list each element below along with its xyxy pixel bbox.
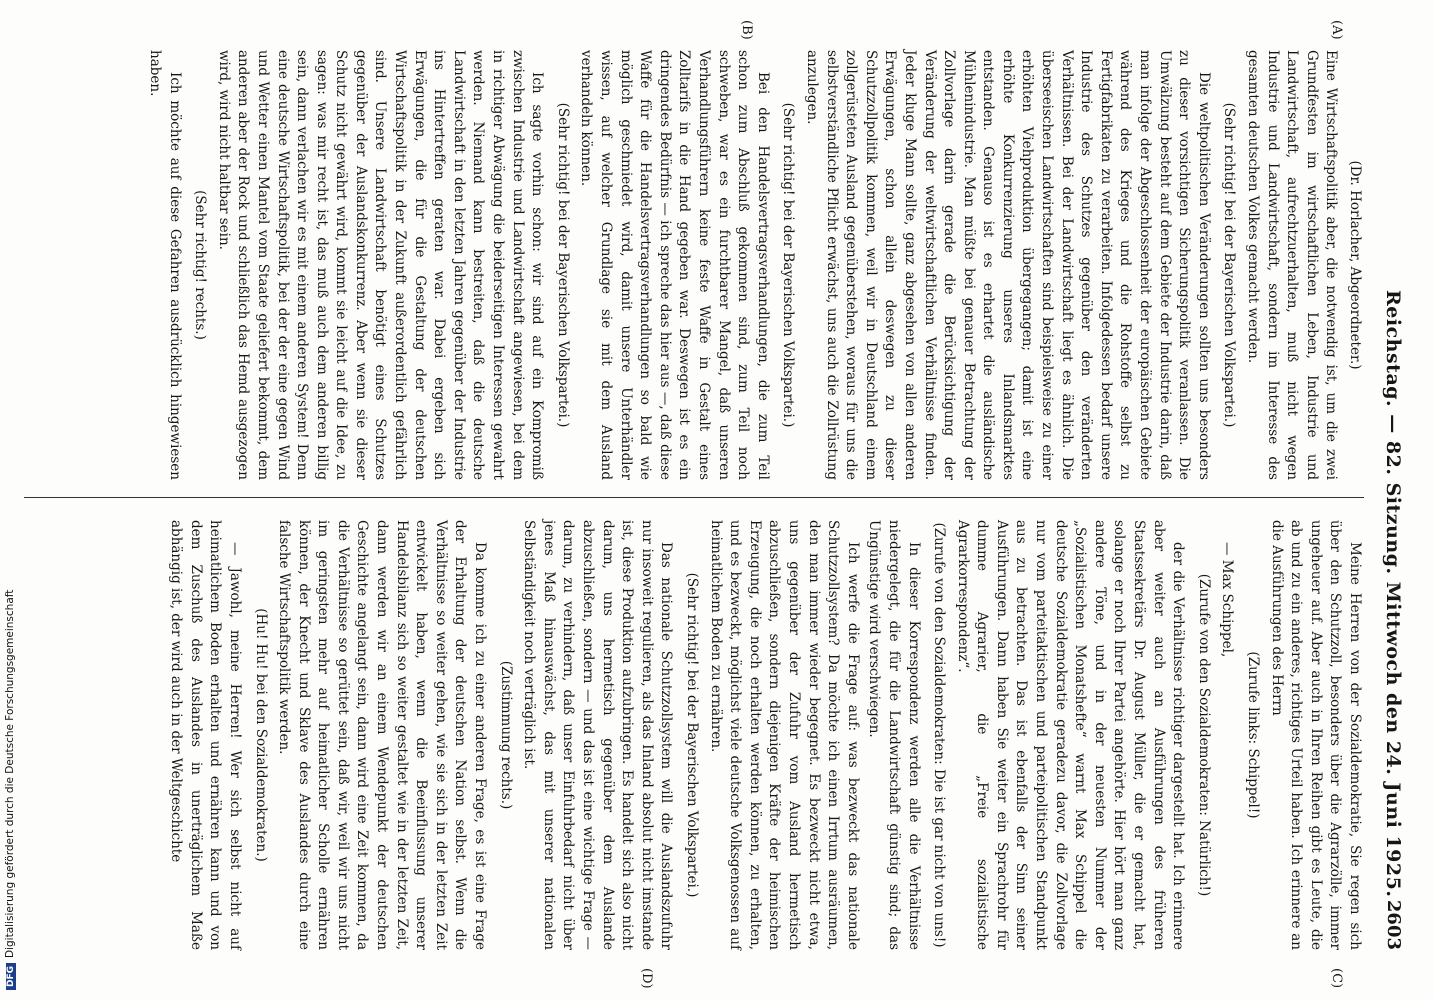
paragraph: Da komme ich zu einer anderen Frage, es ist eine Frage der Erhaltung der deutschen Nation selbst. Wenn die Verhältnisse so weiter gehen, wie sie sich in der letzten Zeit entwickelt haben, wenn die Beeinflussung unserer Handelsbilanz sich so weiter gestaltet wie in der letzten Zeit, dann werden wir an einem Wendepunkt der deutschen Geschichte angelangt sein, dann wird eine Zeit kommen, da die Verhältnisse so gerüttet sein, daß wir, weil wir uns nicht im geringsten mehr auf heimatlicher Scholle ernähren können, der Knecht und Sklave des Auslandes durch eine falsche Wirtschaftspolitik werden. xyxy=(276,520,489,950)
interjection: (Hu! Hu! bei den Sozialdemokraten.) xyxy=(252,608,269,862)
paragraph: In dieser Korrespondenz werden alle die Verhältnisse niedergelegt, die für die Landwirtschaft günstig sind; das Ungünstige wird verschwiegen. xyxy=(866,520,922,950)
right-column xyxy=(164,520,1364,950)
interjection: (Sehr richtig! rechts.) xyxy=(192,190,209,340)
interjection: (Zurufe von den Sozialdemokraten: Die ist gar nicht von uns!) xyxy=(931,522,948,948)
interjection: (Sehr richtig! bei der Bayerischen Volkspartei.) xyxy=(554,102,571,428)
margin-marker-c: (C) xyxy=(1329,968,1344,989)
paragraph: Ich sagte vorhin schon: wir sind auf ein Kompromiß zwischen Industrie und Landwirtschaft angewiesen, bei dem in richtiger Abwägung die beiderseitigen Interessen gewahrt werden. Niemand kann bestreiten, daß die deutsche Landwirtschaft in den letzten Jahren gegenüber der Industrie ins Hintertreffen geraten war. Dabei ergeben sich Erwägungen, die für die Gestaltung der deutschen Wirtschaftspolitik in der Zukunft außerordentlich gefährlich sind. Unsere Landwirtschaft benötigt eines Schutzes gegenüber der Auslandskonkurrenz. Aber wenn sie dieser Schutz nicht gewährt wird, kommt sie leicht auf die Idee, zu sagen: was mir recht ist, das muß auch dem anderen billig sein, dann verlachen wir es mit einem anderen System! Denn eine deutsche Wirtschaftspolitik, bei der der eine gegen Wind und Wetter einen Mantel vom Staate geliefert bekommt, dem anderen aber der Rock und schließlich das Hemd ausgezogen wird, wird nicht haltbar sein. xyxy=(215,50,546,480)
paragraph: — Jawohl, meine Herren! Wer sich selbst nicht auf heimatlichem Boden erhalten und ernähren kann und von dem Zuschuß des Auslandes in unerträglichem Maße abhängig ist, der wird auch in der Weltgeschichte xyxy=(168,520,243,950)
margin-marker-d: (D) xyxy=(639,968,654,989)
paragraph: Ich möchte auf diese Gefahren ausdrücklich hingewiesen haben. xyxy=(146,50,183,480)
speaker-label: (Dr. Horlacher, Abgeordneter.) xyxy=(1347,160,1363,370)
paragraph: Bei den Handelsvertragsverhandlungen, die zum Teil schon zum Abschluß gekommen sind, zum Teil noch schweben, war es ein furchtbarer Mangel, daß unseren Verhandlungsführern keine feste Waffe in Gestalt eines Zolltarifs in die Hand gegeben war. Deswegen ist es ein dringendes Bedürfnis — ich spreche das hier aus —, daß diese Waffe für die Handelsvertragsverhandlungen so bald wie möglich geschmiedet wird, damit unsere Unterhändler wissen, auf welcher Grundlage sie mit dem Ausland verhandeln können. xyxy=(578,50,771,480)
left-column xyxy=(142,50,1364,480)
interjection: (Sehr richtig! bei der Bayerischen Volkspartei.) xyxy=(1221,102,1238,428)
interjection: (Zurufe von den Sozialdemokraten: Natürlich!) xyxy=(1195,573,1212,897)
page-header xyxy=(1380,40,1410,960)
attribution-text: Digitalisierung gefördert durch die Deutsche Forschungsgemeinschaft xyxy=(4,589,16,958)
paragraph: Die weltpolitischen Veränderungen sollten uns besonders zu dieser vorsichtigen Sicherungspolitik veranlassen. Die Umwälzung besteht auf dem Gebiete der Industrie darin, daß man infolge der Abgeschlossenheit der europäischen Gebiete während des Krieges und die Rohstoffe selbst zu Fertigfabrikaten zu verarbeiten. Infolgedessen bedarf unsere Industrie des Schutzes gegenüber den veränderten Verhältnissen. Bei der Landwirtschaft liegt es ähnlich. Die überseeischen Landwirtschaften sind beispielsweise zu einer erhöhten Viehproduktion übergegangen; damit ist eine erhöhte Konkurrenzierung unseres Inlandsmarktes entstanden. Genauso ist es erhartet die ausländische Mühlenindustrie. Man müßte bei genauer Betrachtung der Zollvorlage darin gerade die Berücksichtigung der Veränderung der weltwirtschaftlichen Verhältnisse finden. Jeder kluge Mann sollte, ganz abgesehen von allen anderen Erwägungen, schon allein deswegen zu dieser Schutzzollpolitik kommen, weil wir in Deutschland einem zollgerüsteten Ausland gegenüberstehen, woraus für uns die selbstverständliche Pflicht erwächst, uns auch die Zollrüstung anzulegen. xyxy=(803,50,1212,480)
column-divider xyxy=(24,497,1364,498)
interjection: (Sehr richtig! bei der Bayerischen Volkspartei.) xyxy=(684,572,700,898)
paragraph: Ich werfe die Frage auf: was bezweckt das nationale Schutzzollsystem? Da möchte ich einen Irrtum ausräumen, den man immer wieder begegnet. Es bezweckt nicht etwa, uns gegenüber der Zufuhr vom Ausland hermetisch abzuschließen, sondern diejenigen Kräfte der heimischen Erzeugung, die noch erhalten werden können, zu erhalten, und es bezweckt, möglichst viele deutsche Volksgenossen auf heimatlichem Boden zu ernähren. xyxy=(707,520,861,950)
interjection: (Zurufe links: Schippel!) xyxy=(1245,651,1262,819)
page-title: Reichstag. — 82. Sitzung. Mittwoch den 24. Juni 1925. xyxy=(1382,290,1404,898)
page-number: 2603 xyxy=(1383,899,1404,950)
dfg-logo-icon: DFG xyxy=(6,963,16,990)
digitization-attribution xyxy=(0,0,22,1000)
margin-marker-a: (A) xyxy=(1329,20,1344,40)
margin-marker-b: (B) xyxy=(739,20,754,40)
interjection: (Sehr richtig! bei der Bayerischen Volkspartei.) xyxy=(780,102,797,428)
interjection: (Zustimmung rechts.) xyxy=(497,660,514,810)
paragraph: Meine Herren von der Sozialdemokratie, Sie regen sich über den Schutzzoll, besonders über die Agrarzölle, immer ungeheuer auf. Aber auch in Ihren Reihen gibt es Leute, die ab und zu ein anderes, richtiges Urteil haben. Ich erinnere an die Ausführungen des Herrn xyxy=(1268,520,1363,950)
paragraph: Eine Wirtschaftspolitik aber, die notwendig ist, um die zwei Grundfesten im wirtschaftlichen Leben, Industrie und Landwirtschaft, aufrechtzuerhalten, muß nicht wegen Industrie und Landwirtschaft, sondern im Interesse des gesamten deutschen Volkes gemacht werden. xyxy=(1245,50,1340,480)
paragraph: Das nationale Schutzzollsystem will die Auslandszufuhr nur insoweit regulieren, als das Inland absolut nicht imstande ist, diese Produktion aufzubringen. Es handelt sich also nicht darum, uns hermetisch gegenüber dem Auslande abzuschließen, sondern — und das ist eine wichtige Frage — darum, zu verhindern, daß unser Einfuhrbedarf nicht über jenes Maß hinauswächst, das mit unserer nationalen Selbständigkeit noch verträglich ist. xyxy=(521,520,675,950)
paragraph: — Max Schippel, xyxy=(1219,542,1236,658)
paragraph: der die Verhältnisse richtiger dargestellt hat. Ich erinnere aber weiter auch an Ausführungen des früheren Staatssekretärs Dr. August Müller, die er gemacht hat, solange er noch Ihrer Partei angehörte. Hier hört man ganz andere Töne, und in der neuesten Nummer der „Sozialistischen Monatshefte“ warnt Max Schippel die deutsche Sozialdemokratie geradezu davor, die Zollvorlage nur vom parteitaktischen und parteipolitischen Standpunkt aus zu betrachten. Das ist ebenfalls der Sinn seiner Ausführungen. Dann haben Sie weiter ein Sprachrohr für dumme Agrarier, die „Freie sozialistische Agrarkorrespondenz“. xyxy=(954,520,1187,950)
